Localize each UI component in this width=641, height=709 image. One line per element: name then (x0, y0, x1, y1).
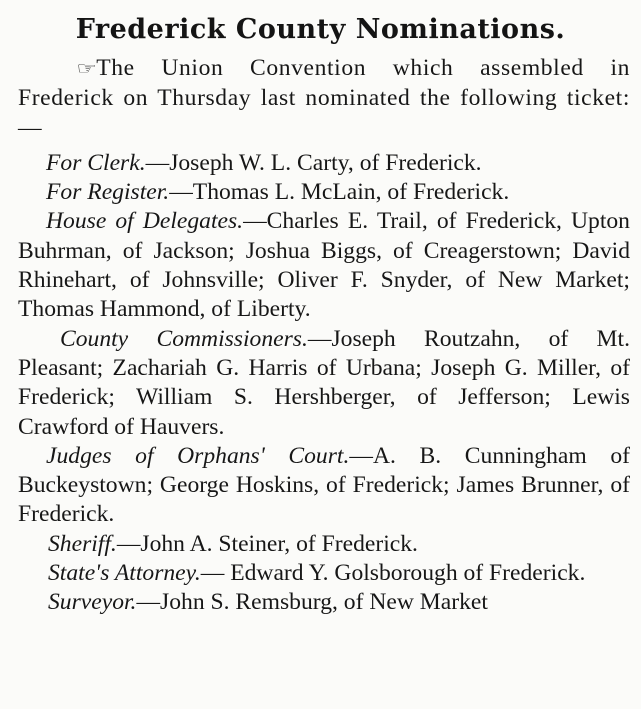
nomination-entry (18, 149, 630, 178)
article-body (18, 54, 630, 618)
nominee-text: —Charles E. Trail, of Frederick, Upton Buhrman, of Jackson; Joshua Biggs, of Creagerstown; David Rhinehart, of Johnsville; Oliver F. Snyder, of New Market; Thomas Hammond, of Liberty. (18, 208, 630, 323)
office-title: House of Delegates. (46, 208, 244, 235)
nomination-entry (18, 442, 630, 530)
nominee-text: —A. B. Cunningham of Buckeystown; George Hoskins, of Frederick; James Brunner, of Frederick. (18, 442, 630, 528)
office-title: County Commissioners. (60, 325, 308, 352)
office-title: Surveyor. (48, 589, 137, 616)
pointing-hand-icon: ☞ (76, 59, 96, 79)
office-title: Sheriff. (48, 530, 117, 557)
nomination-entry (18, 530, 630, 559)
nominee-text: —John A. Steiner, of Frederick. (116, 530, 418, 557)
nomination-entry (18, 207, 630, 324)
nominee-text: —John S. Remsburg, of New Market (136, 589, 488, 616)
nominee-text: —Joseph Routzahn, of Mt. Pleasant; Zachariah G. Harris of Urbana; Joseph G. Miller, of Frederick; William S. Hershberger, of Jefferson; Lewis Crawford of Hauvers. (18, 325, 630, 440)
office-title: For Register. (46, 179, 170, 206)
intro-paragraph (18, 54, 630, 143)
nomination-entry (18, 559, 630, 588)
nomination-entry (18, 178, 630, 207)
nominee-text: — Edward Y. Golsborough of Frederick. (200, 560, 586, 587)
intro-text: The Union Convention which assembled in Frederick on Thursday last nominated the following ticket:— (18, 55, 630, 141)
article-title: Frederick County Nominations. (75, 14, 566, 45)
nominee-text: —Joseph W. L. Carty, of Frederick. (145, 149, 482, 176)
office-title: State's Attorney. (48, 560, 201, 587)
office-title: For Clerk. (46, 149, 146, 176)
nomination-entry (18, 325, 630, 442)
nomination-entry (18, 588, 630, 617)
nominee-text: —Thomas L. McLain, of Frederick. (169, 179, 510, 206)
office-title: Judges of Orphans' Court. (46, 442, 350, 469)
